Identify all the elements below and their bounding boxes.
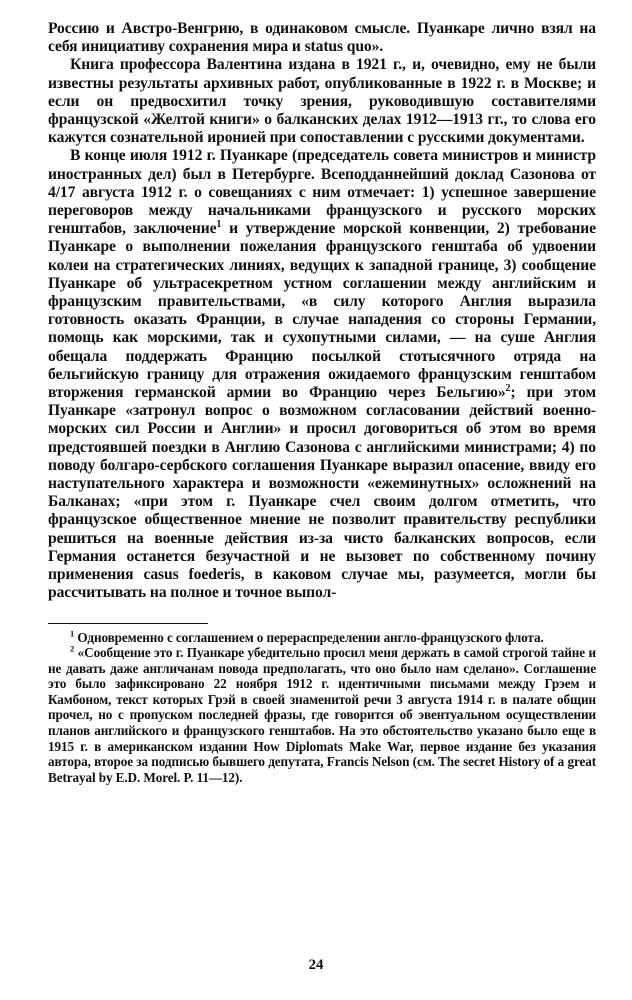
page-content <box>48 20 596 785</box>
paragraph-3-part-b: и утверждение морской конвенции, 2) требование Пуанкаре о выполнении пожелания французского генштаба об удвоении колеи на стратегических линиях, ведущих к западной границе, 3) сообщение Пуанкаре об ультрасекретном устном соглашении между английским и французским правительствами, «в силу которого Англия выразила готовность оказать Франции, в случае нападения со стороны Германии, помощь как морскими, так и сухопутными силами, — на суше Англия обещала поддержать Францию посылкой стотысячного отряда на бельгийскую границу для отражения ожидаемого французским генштабом вторжения германской армии во Францию через Бельгию» <box>48 220 596 402</box>
footnote-2 <box>48 645 596 785</box>
footnote-2-number: 2 <box>70 643 75 654</box>
footnote-ref-1: 1 <box>216 219 222 231</box>
footnote-2-text: «Сообщение это г. Пуанкаре убедительно просил меня держать в самой строгой тайне и не давать даже англичанам повода предполагать, что оно было нам сделано». Соглашение это было зафиксировано 22 ноября 1912 г. идентичными письмами между Грэем и Камбоном, текст которых Грэй в своей знаменитой речи 3 августа 1914 г. в палате общин прочел, но с пропуском последней фразы, где говорится об эвентуальном осуществлении планов английского и французского генштабов. На это обстоятельство указано было еще в 1915 г. в американском издании How Diplomats Make War, первое издание без указания автора, второе за подписью бывшего депутата, Francis Nelson (см. The secret History of a great Betrayal by E.D. Morel. P. 11—12). <box>48 645 596 785</box>
footnote-ref-2: 2 <box>505 382 511 394</box>
footnotes <box>48 630 596 786</box>
main-text <box>48 20 596 603</box>
paragraph-3-part-c: ; при этом Пуанкаре «затронул вопрос о возможном согласовании действий военно-морских сил России и Англии» и просил договориться об этом во время предстоявшей поездки в Англию Сазонова с английскими министрами; 4) по поводу болгаро-сербского соглашения Пуанкаре выразил опасение, ввиду его наступательного характера и возможности «ежеминутных» осложнений на Балканах; «при этом г. Пуанкаре счел своим долгом отметить, что французское общественное мнение не позволит правительству республики решиться на военные действия из-за чисто балканских вопросов, если Германия останется безучастной и не вызовет по собственному почину применения casus foederis, в каковом случае мы, разумеется, могли бы рассчитывать на полное и точное выпол- <box>48 384 596 602</box>
paragraph-3 <box>48 147 596 602</box>
paragraph-1: Россию и Австро-Венгрию, в одинаковом смысле. Пуанкаре лично взял на себя инициативу сохранения мира и status quo». <box>48 20 596 56</box>
footnote-1-number: 1 <box>70 628 75 639</box>
paragraph-2: Книга профессора Валентина издана в 1921 г., и, очевидно, ему не были известны результаты архивных работ, опубликованные в 1922 г. в Москве; и если он предвосхитил точку зрения, руководившую составителями французской «Желтой книги» о балканских делах 1912—1913 гг., то слова его кажутся сознательной иронией при сопоставлении с русскими документами. <box>48 56 596 147</box>
paragraph-3-part-a: В конце июля 1912 г. Пуанкаре (председатель совета министров и министр иностранных дел) был в Петербурге. Всеподданнейший доклад Сазонова от 4/17 августа 1912 г. о совещаниях с ним отмечает: 1) успешное завершение переговоров между начальниками французского и русского морских генштабов, заключение <box>48 147 596 238</box>
page-number: 24 <box>308 957 324 973</box>
footnote-1 <box>48 630 596 646</box>
footnote-1-text: Одновременно с соглашением о перераспределении англо-французского флота. <box>74 629 544 645</box>
footnote-divider <box>48 623 208 624</box>
